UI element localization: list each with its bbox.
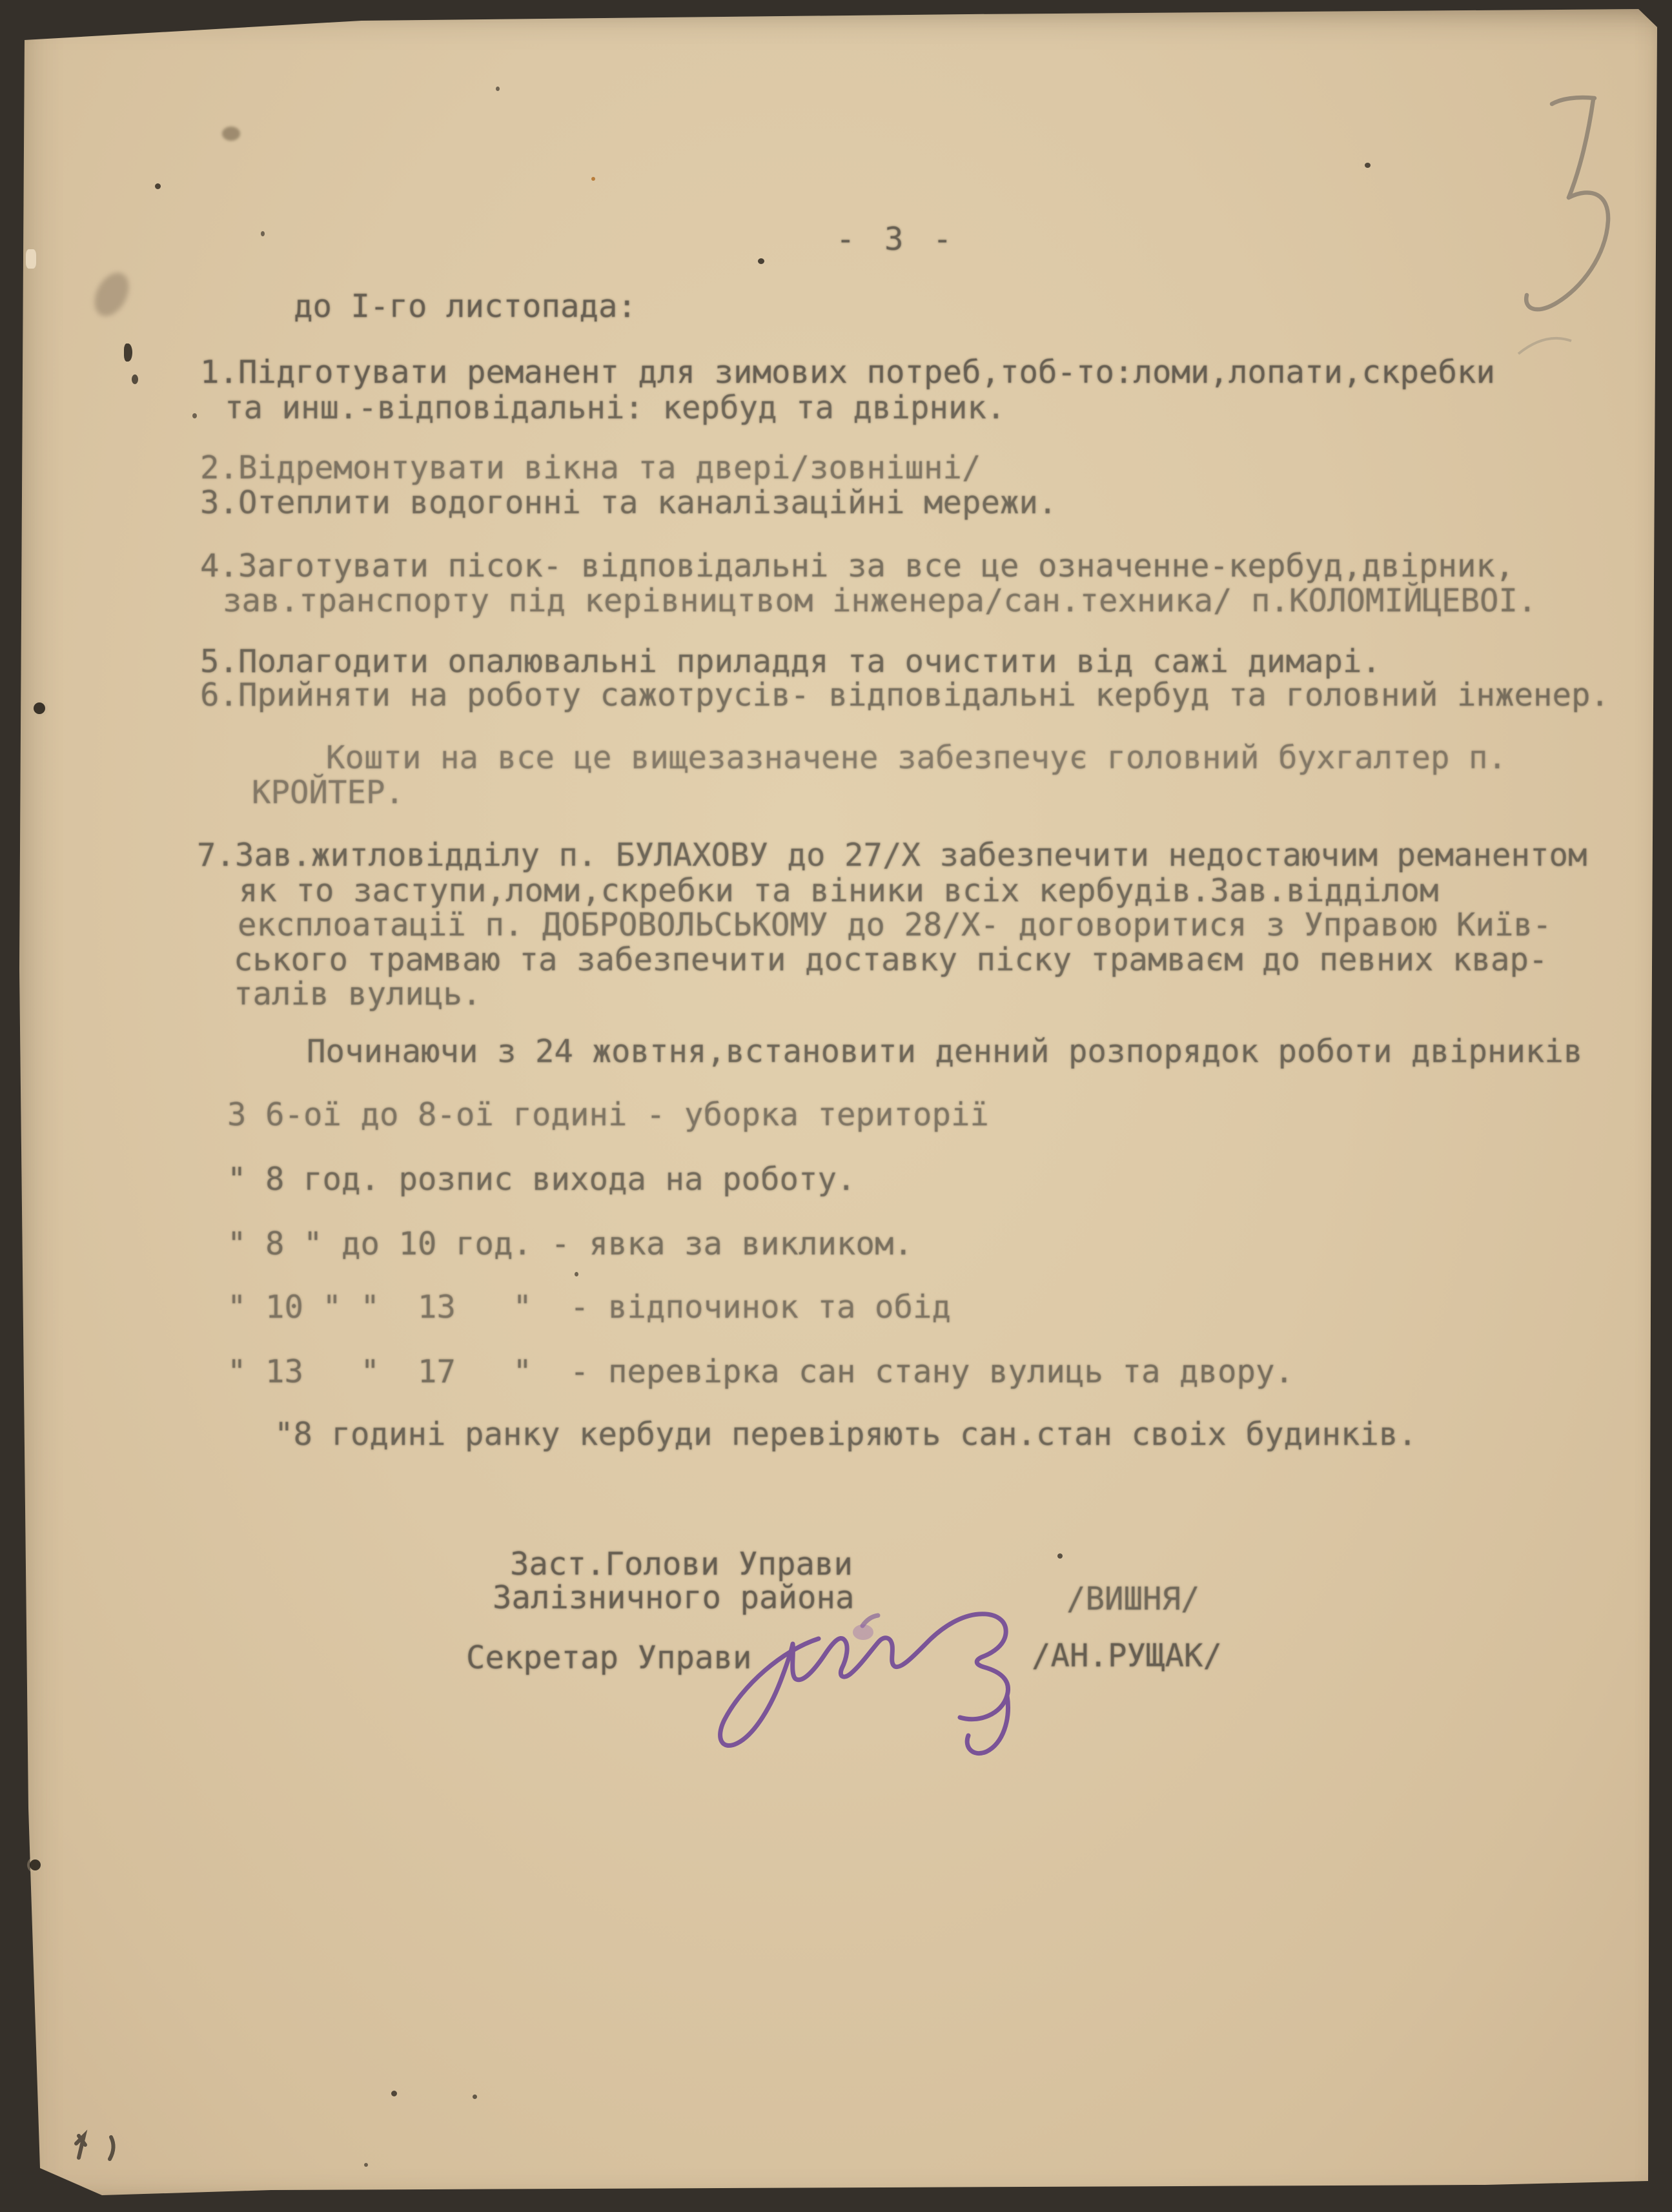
typed-line: 7.Зав.житловідділу п. БУЛАХОВУ до 27/Х забезпечити недостаючим реманентом bbox=[197, 837, 1587, 874]
typed-line: 6.Прийняти на роботу сажотрусів- відповідальні кербуд та головний інженер. bbox=[200, 677, 1610, 713]
page-number: - 3 - bbox=[836, 221, 957, 258]
schedule-intro-line: Починаючи з 24 жовтня,встановити денний розпорядок роботи двірників bbox=[307, 1033, 1583, 1070]
signer-name: /ВИШНЯ/ bbox=[1066, 1581, 1200, 1617]
handwritten-ticks bbox=[76, 2136, 114, 2159]
signer-name: /АН.РУЩАК/ bbox=[1032, 1637, 1223, 1674]
typed-line: 1.Підготувати реманент для зимових потреб,тоб-то:ломи,лопати,скребки bbox=[200, 354, 1496, 391]
typed-line: талів вулиць. bbox=[234, 976, 482, 1012]
typed-line: Кошти на все це вищезазначене забезпечує головний бухгалтер п. bbox=[326, 739, 1507, 776]
typed-line: 4.Заготувати пісок- відповідальні за все це означенне-кербуд,двірник, bbox=[200, 548, 1514, 584]
typed-line: як то заступи,ломи,скребки та віники всіх кербудів.Зав.відділом bbox=[239, 872, 1439, 909]
typed-line: зав.транспорту під керівництвом інженера/сан.техника/ п.КОЛОМІЙЦЕВОІ. bbox=[223, 582, 1537, 619]
schedule-line: " 8 год. розпис вихода на роботу. bbox=[227, 1161, 856, 1198]
schedule-line: " 10 " " 13 " - відпочинок та обід bbox=[227, 1289, 952, 1326]
typed-line: ського трамваю та забезпечити доставку піску трамваєм до певних квар- bbox=[234, 941, 1548, 978]
pencil-stroke bbox=[1518, 338, 1571, 354]
schedule-line: "8 годині ранку кербуди перевіряють сан.стан своіх будинків. bbox=[274, 1416, 1418, 1453]
schedule-line: З 6-ої до 8-ої годині - уборка території bbox=[227, 1096, 990, 1133]
schedule-line: " 13 " 17 " - перевірка сан стану вулиць та двору. bbox=[227, 1353, 1294, 1390]
signer-title-line: Секретар Управи bbox=[466, 1639, 752, 1676]
typed-line: та инш.-відповідальні: кербуд та двірник. bbox=[225, 389, 1006, 426]
typed-line: 5.Полагодити опалювальні приладдя та очистити від сажі димарі. bbox=[200, 643, 1381, 680]
typed-line: 3.Отеплити водогонні та каналізаційні мережи. bbox=[200, 484, 1057, 521]
typed-line: КРОЙТЕР. bbox=[252, 774, 405, 811]
typed-line: 2.Відремонтувати вікна та двері/зовнішні/ bbox=[200, 449, 981, 486]
pencil-number-five bbox=[1526, 97, 1608, 309]
schedule-line: " 8 " до 10 год. - явка за викликом. bbox=[227, 1225, 913, 1262]
intro-line: до І-го листопада: bbox=[294, 288, 637, 325]
signer-title-line: Заст.Голови Управи bbox=[510, 1546, 853, 1582]
typed-line: експлоатації п. ДОБРОВОЛЬСЬКОМУ до 28/Х- договоритися з Управою Київ- bbox=[238, 906, 1552, 943]
ink-blot bbox=[853, 1624, 873, 1640]
signer-title-line: Залізничного района bbox=[493, 1579, 855, 1616]
